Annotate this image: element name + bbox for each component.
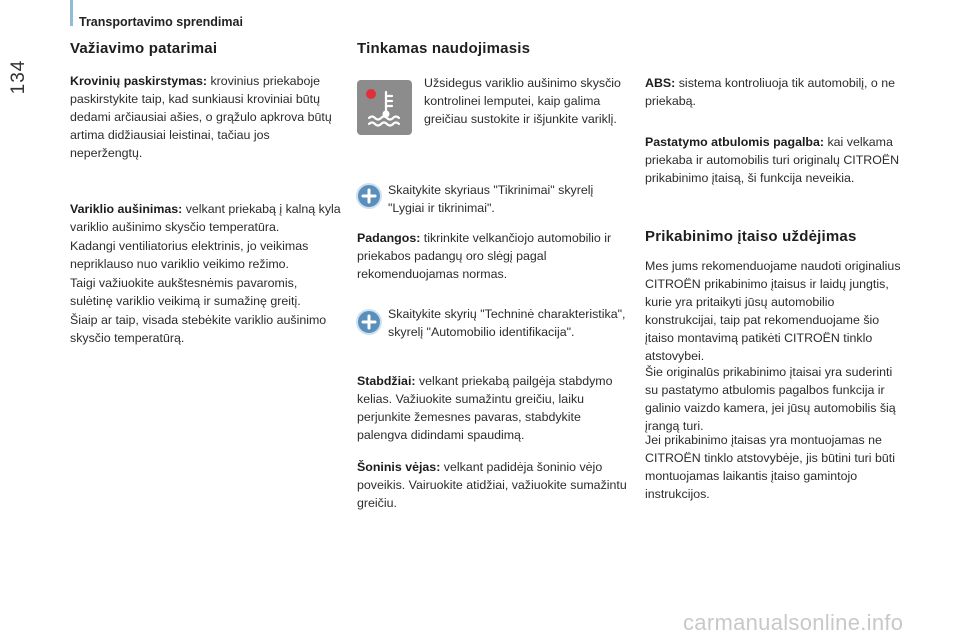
abs-label: ABS: xyxy=(645,76,676,90)
col2-heading: Tinkamas naudojimasis xyxy=(357,40,531,57)
section-accent-bar xyxy=(70,0,73,26)
plus-info-icon xyxy=(356,309,382,335)
checks-reference-note: Skaitykite skyriaus "Tikrinimai" skyrelį "Lygiai ir tikrinimai". xyxy=(388,183,594,215)
engine-cooling-label: Variklio aušinimas: xyxy=(70,202,183,216)
watermark: carmanualsonline.info xyxy=(683,610,904,635)
tyres-paragraph xyxy=(357,229,629,283)
brakes-label: Stabdžiai: xyxy=(357,374,416,388)
parking-assist-label: Pastatymo atbulomis pagalba: xyxy=(645,135,825,149)
abs-paragraph xyxy=(645,74,915,110)
tyres-label: Padangos: xyxy=(357,231,421,245)
section-title: Transportavimo sprendimai xyxy=(79,15,243,29)
crosswind-text: velkant padidėja šoninio vėjo poveikis. Vairuokite atidžiai, važiuokite sumažintu greičiu. xyxy=(357,460,627,510)
parking-assist-paragraph xyxy=(645,133,915,187)
monitor-temperature-paragraph: Šiaip ar taip, visada stebėkite variklio aušinimo skysčio temperatūrą. xyxy=(70,313,327,345)
cargo-distribution-paragraph xyxy=(70,72,342,162)
engine-cooling-text: velkant priekabą į kalną kyla variklio aušinimo skysčio temperatūra. xyxy=(70,202,341,234)
abs-text: sistema kontroliuoja tik automobilį, o ne priekabą. xyxy=(645,76,895,108)
col3-heading: Prikabinimo įtaiso uždėjimas xyxy=(645,228,857,245)
engine-cooling-paragraph xyxy=(70,200,342,236)
col1-heading: Važiavimo patarimai xyxy=(70,40,218,57)
page-number: 134 xyxy=(8,59,29,95)
cargo-distribution-label: Krovinių paskirstymas: xyxy=(70,74,208,88)
gears-paragraph: Taigi važiuokite aukštesnėmis pavaromis, sulėtinę variklio veikimą ir sumažinę greitį. xyxy=(70,276,301,308)
fan-paragraph: Kadangi ventiliatorius elektrinis, jo veikimas nepriklauso nuo variklio veikimo režimo. xyxy=(70,239,309,271)
crosswind-paragraph xyxy=(357,458,629,512)
crosswind-label: Šoninis vėjas: xyxy=(357,460,441,474)
brakes-text: velkant priekabą pailgėja stabdymo kelias. Važiuokite sumažintu greičiu, laiku perjunkite žemesnes pavaras, stabdykite palengva didindami spaudimą. xyxy=(357,374,613,442)
coolant-warning-text: Užsidegus variklio aušinimo skysčio kontrolinei lemputei, kaip galima greičiau sustokite ir išjunkite variklį. xyxy=(424,76,621,126)
plus-info-icon xyxy=(356,183,382,209)
brakes-paragraph xyxy=(357,372,629,444)
towbar-installation-paragraph: Jei prikabinimo įtaisas yra montuojamas ne CITROËN tinklo atstovybėje, jis būtini turi būti montuojamas laikantis įtaiso gamintojo instrukcijos. xyxy=(645,433,895,501)
towbar-recommendation-paragraph: Mes jums rekomenduojame naudoti originalius CITROËN prikabinimo įtaisus ir laidų jungtis, kurie yra pritaikyti jūsų automobilio konstrukcijai, taip pat rekomenduojame šio įtaiso montavimą patikėti CITROËN tinklo atstovybei. xyxy=(645,259,901,363)
parking-assist-text: kai velkama priekaba ir automobilis turi originalų CITROËN prikabinimo įtaisą, ši funkcija neveikia. xyxy=(645,135,900,185)
towbar-compatibility-paragraph: Šie originalūs prikabinimo įtaisai yra suderinti su pastatymo atbulomis pagalbos funkcija ir galinio vaizdo kamera, jei jūsų automobilis šią įrangą turi. xyxy=(645,365,896,433)
specs-reference-note: Skaitykite skyrių "Techninė charakteristika", skyrelį "Automobilio identifikacija". xyxy=(388,307,626,339)
tyres-text: tikrinkite velkančiojo automobilio ir priekabos padangų oro slėgį pagal rekomenduojamas normas. xyxy=(357,231,612,281)
cargo-distribution-text: krovinius priekaboje paskirstykite taip, kad sunkiausi kroviniai būtų dedami arčiausiai ašies, o grąžulo apkrova būtų artima didžiausiai leistinai, tačiau jos neperžengtų. xyxy=(70,74,332,160)
coolant-temperature-warning-icon xyxy=(357,80,412,135)
